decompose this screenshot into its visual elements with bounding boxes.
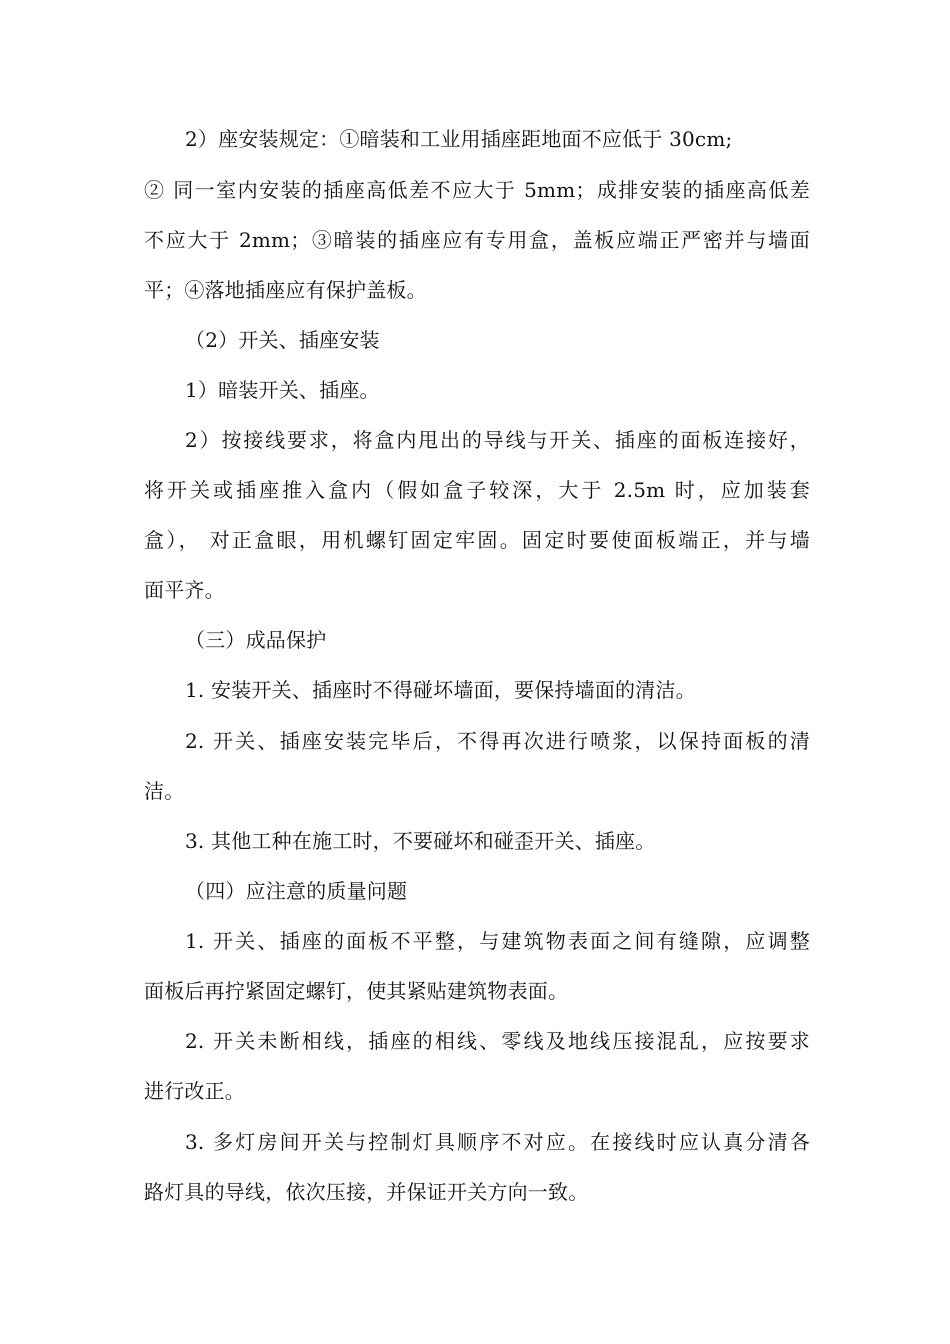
text-line-10: 面平齐。 bbox=[144, 578, 225, 602]
section-heading-protection: （三）成品保护 bbox=[185, 628, 327, 652]
text-line-2: ② 同一室内安装的插座高低差不应大于 5mm；成排安装的插座高低差 bbox=[144, 178, 810, 202]
text-line-13: 2. 开关、插座安装完毕后，不得再次进行喷浆，以保持面板的清 bbox=[185, 729, 810, 753]
text-line-22: 路灯具的导线，依次压接，并保证开关方向一致。 bbox=[144, 1180, 589, 1204]
section-heading-quality: （四）应注意的质量问题 bbox=[185, 879, 408, 903]
text-line-17: 1. 开关、插座的面板不平整，与建筑物表面之间有缝隙，应调整 bbox=[185, 929, 810, 953]
text-line-18: 面板后再拧紧固定螺钉，使其紧贴建筑物表面。 bbox=[144, 979, 569, 1003]
text-line-12: 1. 安装开关、插座时不得碰坏墙面，要保持墙面的清洁。 bbox=[185, 678, 696, 702]
text-line-9: 盒）， 对正盒眼，用机螺钉固定牢固。固定时要使面板端正，并与墙 bbox=[144, 528, 810, 552]
text-line-4: 平；④落地插座应有保护盖板。 bbox=[144, 278, 427, 302]
section-heading-install: （2）开关、插座安装 bbox=[185, 328, 380, 352]
text-line-3: 不应大于 2mm；③暗装的插座应有专用盒，盖板应端正严密并与墙面 bbox=[144, 228, 810, 252]
text-line-8: 将开关或插座推入盒内（假如盒子较深，大于 2.5m 时，应加装套 bbox=[144, 478, 810, 502]
text-line-20: 进行改正。 bbox=[144, 1079, 245, 1103]
text-line-7: 2）按接线要求，将盒内甩出的导线与开关、插座的面板连接好， bbox=[185, 428, 810, 452]
text-line-19: 2. 开关未断相线，插座的相线、零线及地线压接混乱，应按要求 bbox=[185, 1029, 810, 1053]
text-line-1: 2）座安装规定：①暗装和工业用插座距地面不应低于 30cm; bbox=[185, 127, 733, 151]
text-line-21: 3. 多灯房间开关与控制灯具顺序不对应。在接线时应认真分清各 bbox=[185, 1130, 810, 1154]
text-line-15: 3. 其他工种在施工时，不要碰坏和碰歪开关、插座。 bbox=[185, 829, 656, 853]
text-line-14: 洁。 bbox=[144, 779, 185, 803]
text-line-6: 1）暗装开关、插座。 bbox=[185, 378, 380, 402]
